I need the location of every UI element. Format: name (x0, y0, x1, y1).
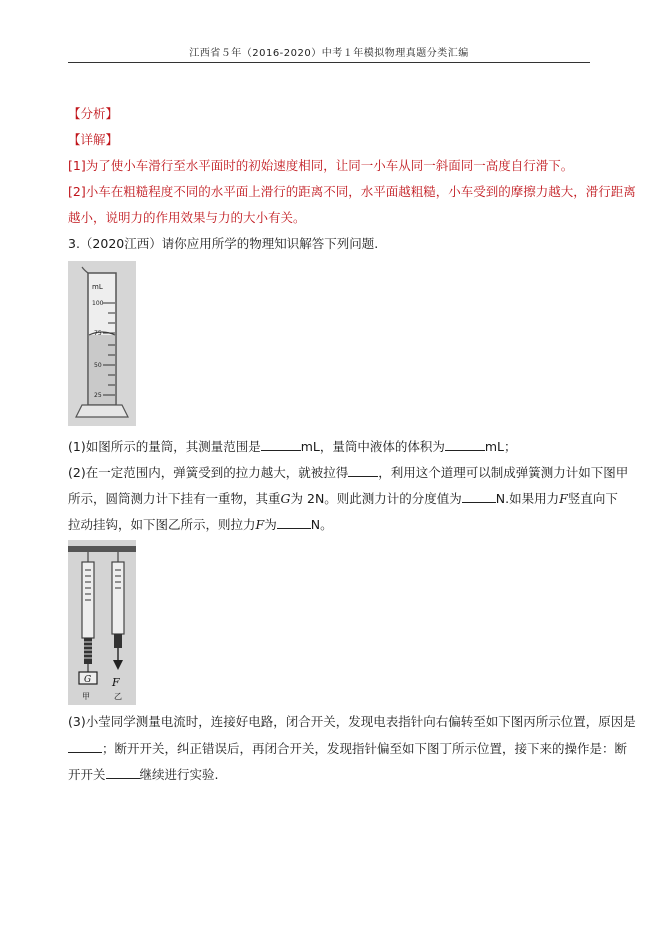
q3-blank-operation[interactable] (106, 766, 140, 779)
question-2-line-1 (68, 464, 628, 481)
spring-scale-figure (68, 540, 136, 705)
q3-text-d: 继续进行实验. (139, 767, 219, 782)
q3-text-c: 开开关 (68, 767, 106, 782)
detail-point-1: [1]为了使小车滑行至水平面时的初始速度相同，让同一小车从同一斜面同一高度自行滑下。 (68, 158, 574, 173)
q2-text-a: (2)在一定范围内，弹簧受到的拉力越大，就被拉得 (68, 465, 349, 480)
cylinder-tick-50: 50 (94, 362, 102, 369)
q2-text-d: 为 2N。则此测力计的分度值为 (290, 491, 462, 506)
q1-text-c: mL； (484, 439, 517, 454)
analysis-heading: 【分析】 (68, 106, 119, 121)
q1-blank-range[interactable] (261, 438, 301, 451)
q2-symbol-f: F (559, 491, 568, 506)
q3-blank-reason[interactable] (68, 740, 102, 753)
page-header: 江西省５年（2016-2020）中考１年模拟物理真题分类汇编 (189, 48, 469, 59)
question-3-line-3 (68, 766, 219, 783)
q2-symbol-g: G (280, 491, 291, 506)
q2-text-e: N.如果用力 (495, 491, 560, 506)
question-1 (68, 438, 517, 455)
header-divider (68, 62, 590, 63)
force-label: F (112, 676, 120, 689)
q2-blank-force[interactable] (277, 516, 311, 529)
q1-text-b: mL，量筒中液体的体积为 (300, 439, 445, 454)
question-3-line-2 (68, 740, 627, 757)
cylinder-unit-label: mL (92, 283, 103, 291)
q2-blank-stretch[interactable] (348, 464, 378, 477)
cylinder-tick-75: 75 (94, 330, 102, 337)
spring-scale-icon (68, 540, 136, 705)
q2-text-g: 拉动挂钩，如下图乙所示，则拉力 (68, 517, 256, 532)
q2-text-h: 为 (264, 517, 277, 532)
cylinder-tick-25: 25 (94, 392, 102, 399)
q2-text-i: N。 (310, 517, 333, 532)
q2-text-c: 所示，圆筒测力计下挂有一重物，其重 (68, 491, 281, 506)
q2-symbol-f-2: F (255, 517, 265, 532)
detail-point-2-line-2: 越小，说明力的作用效果与力的大小有关。 (68, 210, 306, 225)
graduated-cylinder-figure (68, 261, 136, 426)
label-jia: 甲 (82, 692, 90, 701)
q2-text-f: 竖直向下 (567, 491, 618, 506)
q2-text-b: ，利用这个道理可以制成弹簧测力计如下图甲 (378, 465, 629, 480)
q1-blank-volume[interactable] (445, 438, 485, 451)
graduated-cylinder-icon (68, 261, 136, 426)
weight-label: G (84, 675, 92, 685)
question-2-line-3 (68, 516, 333, 533)
cylinder-tick-100: 100 (92, 300, 104, 307)
q3-text-b: ；断开开关，纠正错误后，再闭合开关，发现指针偏至如下图丁所示位置，接下来的操作是：断 (102, 741, 628, 756)
question-3-line-1: (3)小莹同学测量电流时，连接好电路，闭合开关，发现电表指针向右偏转至如下图丙所示位置，原因是 (68, 714, 636, 729)
question-2-line-2 (68, 490, 618, 507)
detail-heading: 【详解】 (68, 132, 119, 147)
q2-blank-division[interactable] (462, 490, 496, 503)
question-intro: 3.（2020江西）请你应用所学的物理知识解答下列问题. (68, 236, 379, 251)
q1-text-a: (1)如图所示的量筒，其测量范围是 (68, 439, 261, 454)
detail-point-2-line-1: [2]小车在粗糙程度不同的水平面上滑行的距离不同，水平面越粗糙，小车受到的摩擦力越大，滑行距离 (68, 184, 636, 199)
label-yi: 乙 (114, 692, 122, 701)
